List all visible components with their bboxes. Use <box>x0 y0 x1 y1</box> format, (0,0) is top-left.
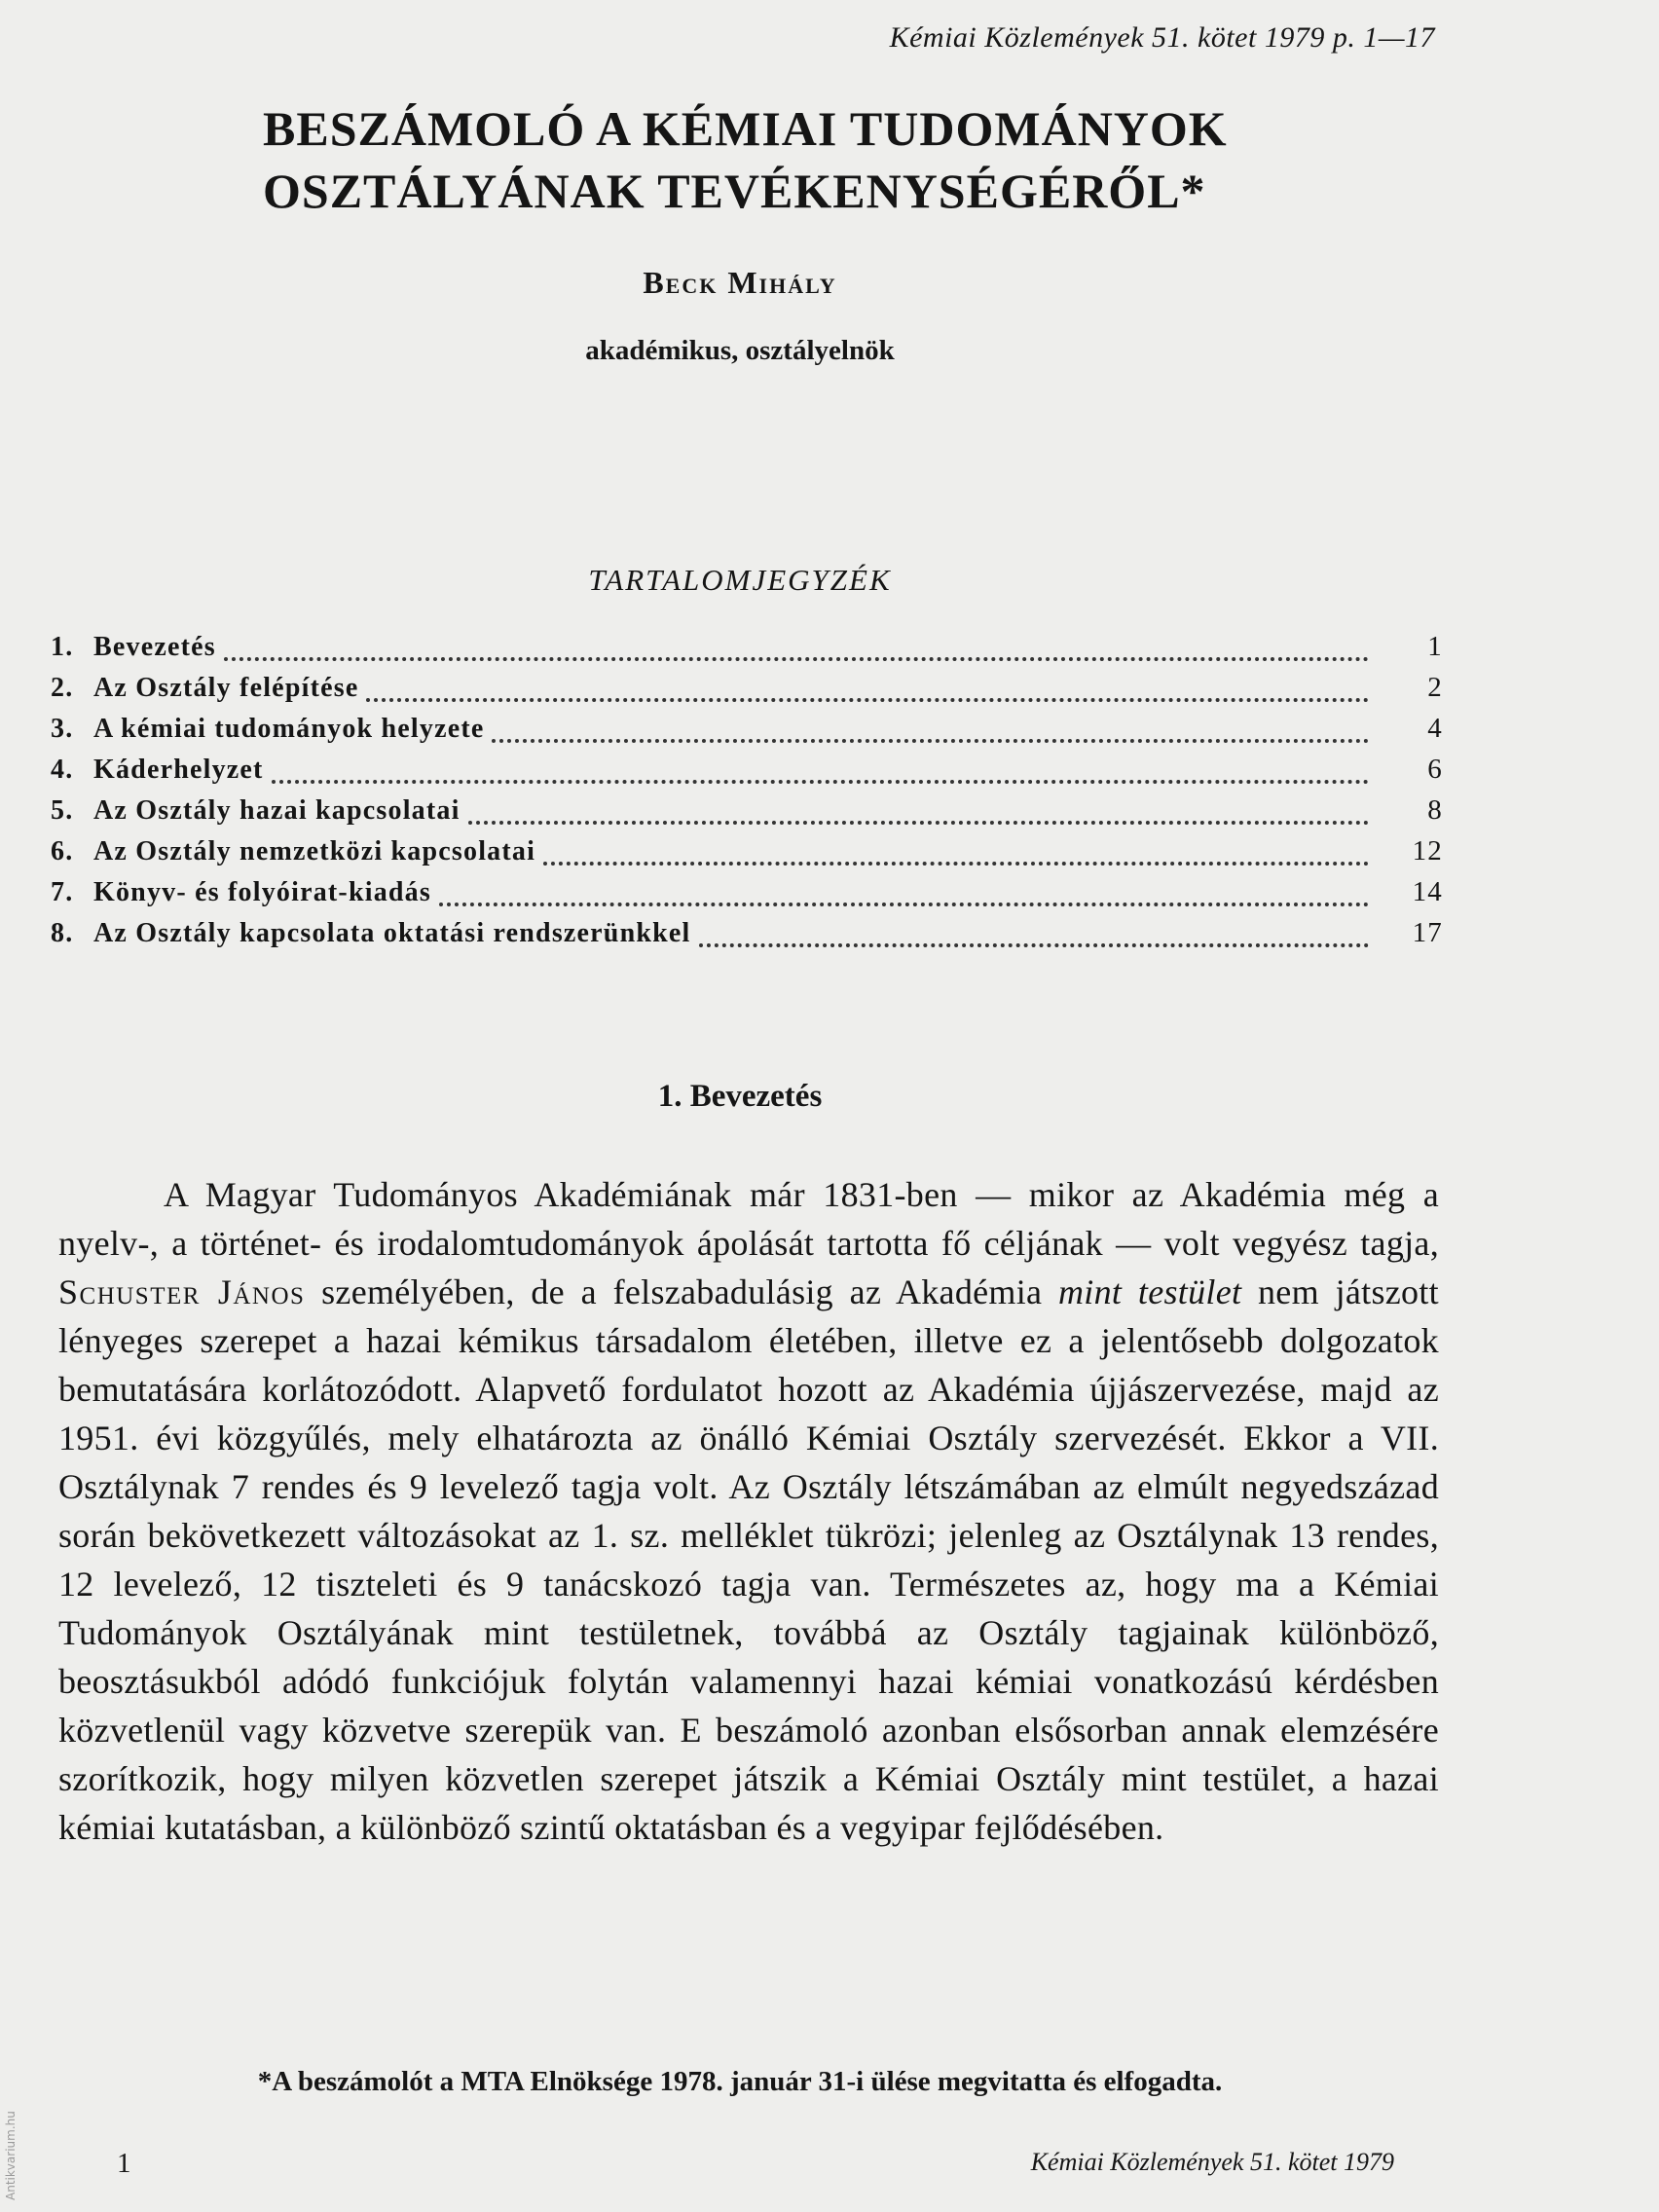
toc-item-title: Könyv- és folyóirat-kiadás <box>93 877 431 907</box>
toc-item-title: Az Osztály kapcsolata oktatási rendszerünkkel <box>93 918 691 948</box>
toc-item-number: 1. <box>51 632 74 662</box>
toc-item-page: 1 <box>1427 631 1443 662</box>
paragraph-text-part-1: A Magyar Tudományos Akadémiának már 1831-ben — mikor az Akadémia még a nyelv-, a történet- és irodalomtudományok ápolását tartotta fő céljának — volt vegyész tagja, <box>58 1175 1439 1263</box>
footnote: *A beszámolót a MTA Elnöksége 1978. január 31-i ülése megvitatta és elfogadta. <box>257 2066 1223 2097</box>
person-name: Schuster János <box>58 1272 306 1311</box>
section-heading: 1. Bevezetés <box>657 1079 823 1114</box>
toc-item-title: A kémiai tudományok helyzete <box>93 714 485 744</box>
toc-item-number: 8. <box>51 918 74 948</box>
toc-leader-dots <box>366 692 1369 702</box>
toc-leader-dots <box>699 938 1370 947</box>
toc-item-number: 7. <box>51 877 74 907</box>
toc-item <box>51 917 1443 958</box>
toc-item <box>51 794 1443 835</box>
page-number: 1 <box>117 2148 131 2179</box>
journal-header-reference: Kémiai Közlemények 51. kötet 1979 p. 1—17 <box>889 21 1435 54</box>
toc-item-title: Az Osztály nemzetközi kapcsolatai <box>93 836 536 866</box>
toc-item-number: 5. <box>51 795 74 826</box>
toc-leader-dots <box>272 774 1369 784</box>
toc-item-page: 8 <box>1427 794 1443 826</box>
toc-leader-dots <box>439 897 1369 906</box>
author-name: Beck Mihály <box>643 265 837 300</box>
toc-item <box>51 672 1443 713</box>
emphasized-text: mint testület <box>1058 1272 1242 1311</box>
article-title <box>263 97 1236 222</box>
toc-item <box>51 754 1443 794</box>
toc-item-page: 4 <box>1427 713 1443 744</box>
toc-item-number: 6. <box>51 836 74 866</box>
journal-footer-reference: Kémiai Közlemények 51. kötet 1979 <box>1030 2148 1394 2176</box>
toc-item-title: Bevezetés <box>93 632 216 662</box>
toc-item-page: 17 <box>1412 917 1443 948</box>
toc-leader-dots <box>468 815 1369 825</box>
toc-leader-dots <box>224 651 1369 661</box>
toc-item-title: Az Osztály felépítése <box>93 673 359 703</box>
paragraph-text-part-3: nem játszott lényeges szerepet a hazai kémikus társadalom életében, illetve ez a jelentősebb dolgozatok bemutatására korlátozódott. Alapvető fordulatot hozott az Akadémia újjászervezése, majd az 1951. évi közgyűlés, mely elhatározta az önálló Kémiai Osztály szervezését. Ekkor a VII. Osztálynak 7 rendes és 9 levelező tagja volt. Az Osztály létszámában az elmúlt negyedszázad során bekövetkezett változásokat az 1. sz. melléklet tükrözi; jelenleg az Osztálynak 13 rendes, 12 levelező, 12 tiszteleti és 9 tanácskozó tagja van. Természetes az, hogy ma a Kémiai Tudományok Osztályának mint testületnek, továbbá az Osztály tagjainak különböző, beosztásukból adódó funkciójuk folytán valamennyi hazai kémiai vonatkozású kérdésben közvetlenül vagy közvetve szerepük van. E beszámoló azonban elsősorban annak elemzésére szorítkozik, hogy milyen közvetlen szerepet játszik a Kémiai Osztály mint testület, a hazai kémiai kutatásban, a különböző szintű oktatásban és a vegyipar fejlődésében. <box>58 1272 1439 1847</box>
toc-item <box>51 631 1443 672</box>
toc-item <box>51 713 1443 754</box>
toc-leader-dots <box>492 733 1369 743</box>
toc-item-page: 12 <box>1412 835 1443 866</box>
toc-item-title: Az Osztály hazai kapcsolatai <box>93 795 461 826</box>
watermark: Antikvarium.hu <box>4 2111 18 2200</box>
toc-item-number: 4. <box>51 755 74 785</box>
author-affiliation: akadémikus, osztályelnök <box>585 335 895 366</box>
toc-item-title: Káderhelyzet <box>93 755 264 785</box>
article-title-line-2: OSZTÁLYÁNAK TEVÉKENYSÉGÉRŐL* <box>263 164 1206 218</box>
paragraph-text-part-2: személyében, de a felszabadulásig az Akadémia <box>321 1272 1043 1311</box>
toc-item-page: 14 <box>1412 876 1443 907</box>
toc-item-number: 2. <box>51 673 74 703</box>
toc-leader-dots <box>543 856 1369 866</box>
toc-heading: TARTALOMJEGYZÉK <box>588 563 892 597</box>
toc-item-number: 3. <box>51 714 74 744</box>
toc-item-page: 6 <box>1427 754 1443 785</box>
table-of-contents <box>51 631 1443 958</box>
article-title-line-1: BESZÁMOLÓ A KÉMIAI TUDOMÁNYOK <box>263 101 1228 156</box>
toc-item <box>51 835 1443 876</box>
toc-item <box>51 876 1443 917</box>
toc-item-page: 2 <box>1427 672 1443 703</box>
body-paragraph <box>58 1170 1439 1852</box>
